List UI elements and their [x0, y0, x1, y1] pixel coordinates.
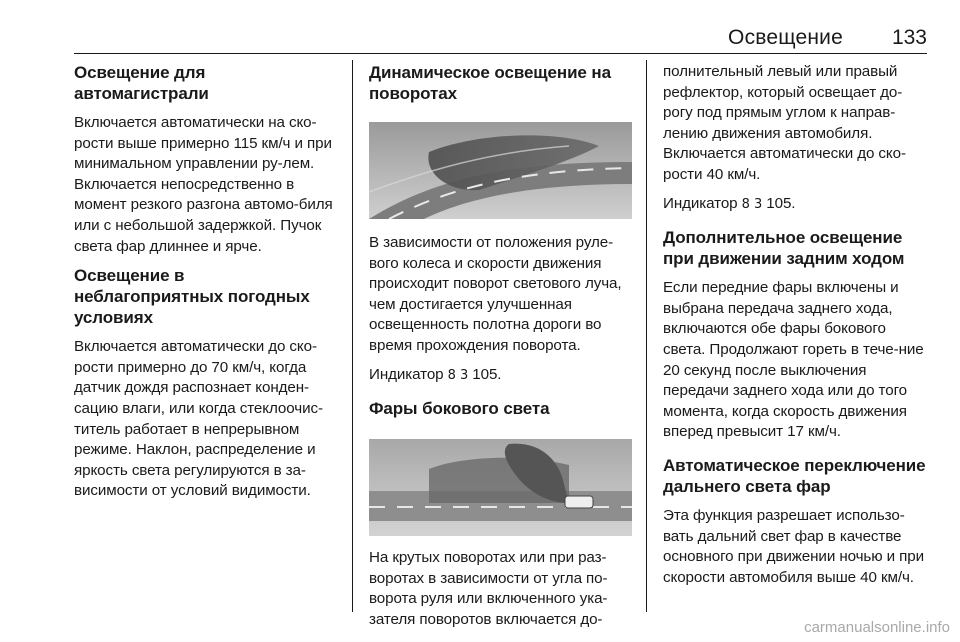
section-heading: Освещение для автомагистрали — [74, 63, 209, 103]
indicator-symbol: 8 — [741, 196, 750, 212]
column-3 — [663, 62, 927, 588]
column-2 — [369, 62, 632, 631]
section-heading: Автоматическое переключение дальнего света фар — [663, 455, 926, 496]
column-1 — [74, 62, 338, 502]
indicator-symbol: 8 — [447, 367, 456, 383]
page-reference-arrow-icon: 3 — [459, 367, 469, 383]
page-header — [74, 26, 927, 50]
indicator-label: Индикатор — [369, 365, 444, 383]
cornering-light-illustration — [369, 122, 632, 219]
body-paragraph: полнительный левый или правый рефлектор, который освещает до-рогу под прямым углом к направ-лению движения автомобиля. Включается автоматически до ско-рости 40 км/ч. — [663, 63, 906, 183]
page-title: Освещение — [728, 26, 843, 49]
column-divider — [352, 60, 353, 612]
body-paragraph: Включается автоматически до ско-рости примерно до 70 км/ч, когда датчик дождя распознает конден-сацию влаги, или когда стеклоочис-титель работает в непрерывном режиме. Наклон, распределение и яркость света регулируются в за-висимости от условий видимости. — [74, 338, 323, 500]
page-reference-arrow-icon: 3 — [753, 196, 763, 212]
body-paragraph: Если передние фары включены и выбрана передача заднего хода, включаются обе фары бокового света. Продолжают гореть в тече-ние 20 секунд после выключения передачи заднего хода или до того момента, когда скорость движения вперед превысит 17 км/ч. — [663, 279, 924, 441]
indicator-reference — [369, 365, 632, 387]
header-rule — [74, 53, 927, 54]
side-light-illustration — [369, 439, 632, 536]
indicator-page: 105. — [472, 365, 502, 383]
indicator-page: 105. — [766, 194, 796, 212]
body-paragraph: На крутых поворотах или при раз-воротах в зависимости от угла по-ворота руля или включенного ука-зателя поворотов включается до- — [369, 549, 608, 628]
section-heading: Освещение в неблагоприятных погодных условиях — [74, 266, 310, 328]
indicator-reference — [663, 194, 927, 216]
section-heading: Фары бокового света — [369, 399, 550, 419]
body-paragraph: Включается автоматически на ско-рости выше примерно 115 км/ч и при минимальном управлении ру-лем. Включается непосредственно в момент резкого разгона автомо-биля или с небольшой задержкой. Пучок света фар длиннее и ярче. — [74, 114, 333, 255]
section-heading: Дополнительное освещение при движении задним ходом — [663, 228, 905, 269]
body-paragraph: Эта функция разрешает использо-вать дальний свет фар в качестве основного при движении ночью и при скорости автомобиля выше 40 км/ч. — [663, 506, 925, 586]
column-divider — [646, 60, 647, 612]
body-paragraph: В зависимости от положения руле-вого колеса и скорости движения происходит поворот светового луча, чем достигается улучшенная освещенность полотна дороги во время прохождения поворота. — [369, 234, 622, 354]
page-number: 133 — [891, 26, 927, 49]
watermark: carmanualsonline.info — [804, 619, 950, 636]
indicator-label: Индикатор — [663, 194, 738, 212]
section-heading: Динамическое освещение на поворотах — [369, 63, 611, 103]
